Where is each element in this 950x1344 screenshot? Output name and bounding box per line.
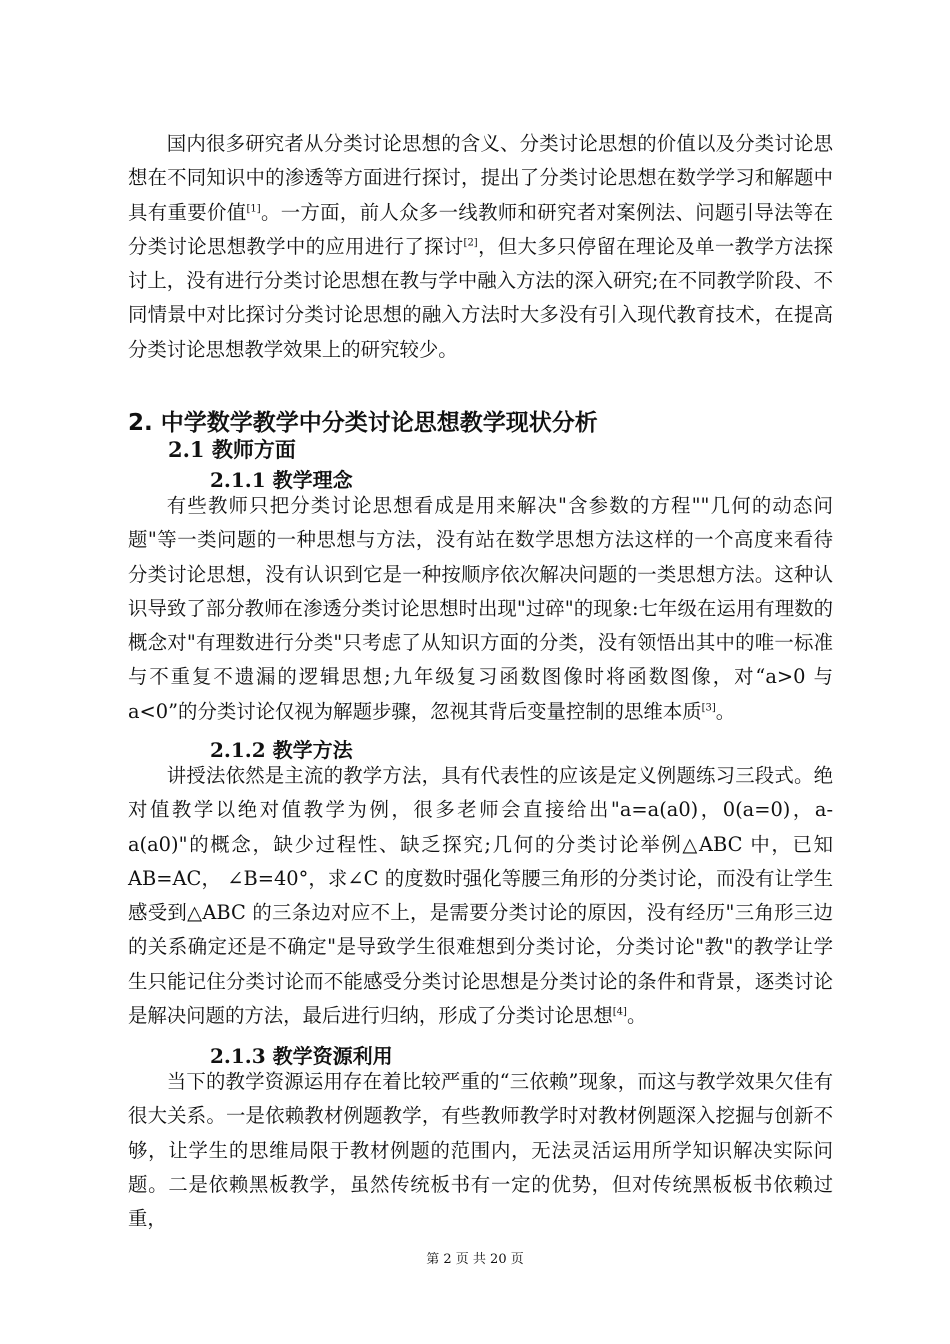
paragraph-text: ，但大多只停留在理论及单一教学方法探讨上，没有进行分类讨论思想在教与学中融入方法的深入研究;在不同教学阶段、不同情景中对比探讨分类讨论思想的融入方法时大多没有引入现代教育技术，在提高分类讨论思想教学效果上的研究较少。	[128, 234, 834, 361]
paragraph-text: 国内很多研究者从分类讨论思想的含义、分类讨论思想的价值以及分类讨论思想在不同知识中的渗透等方面进行探讨，提出了分类讨论思想在数学学习和解题中具有重要价值	[128, 132, 833, 224]
paragraph-2-1-2	[128, 759, 833, 1033]
paragraph-text: 。	[715, 699, 736, 723]
paragraph-2-1-1	[128, 489, 833, 729]
section-heading-2-1-2: 2.1.2 教学方法	[210, 738, 353, 762]
citation-ref: [3]	[701, 702, 716, 714]
paragraph-text: 。	[626, 1004, 647, 1028]
paragraph-text: 讲授法依然是主流的教学方法，具有代表性的应该是定义例题练习三段式。绝对值教学以绝对值教学为例，很多老师会直接给出"a=a(a0)，0(a=0)，a-a(a0)"的概念，缺少过程性、缺乏探究;几何的分类讨论举例△ABC 中，已知 AB=AC， ∠B=40°，求∠C 的度数时强化等腰三角形的分类讨论，而没有让学生感受到△ABC 的三条边对应不上，是需要分类讨论的原因，没有经历"三角形三边的关系确定还是不确定"是导致学生很难想到分类讨论，分类讨论"教"的教学让学生只能记住分类讨论而不能感受分类讨论思想是分类讨论的条件和背景，逐类讨论是解决问题的方法，最后进行归纳，形成了分类讨论思想	[128, 764, 833, 1028]
section-heading-2-1-1: 2.1.1 教学理念	[210, 468, 353, 492]
paragraph-text: 有些教师只把分类讨论思想看成是用来解决"含参数的方程""几何的动态问题"等一类问题的一种思想与方法，没有站在数学思想方法这样的一个高度来看待分类讨论思想，没有认识到它是一种按顺序依次解决问题的一类思想方法。这种认识导致了部分教师在渗透分类讨论思想时出现"过碎"的现象:七年级在运用有理数的概念对"有理数进行分类"只考虑了从知识方面的分类，没有领悟出其中的唯一标准与不重复不遗漏的逻辑思想;九年级复习函数图像时将函数图像，对“a>0 与 a<0”的分类讨论仅视为解题步骤，忽视其背后变量控制的思维本质	[128, 494, 833, 723]
section-heading-2-1: 2.1 教师方面	[168, 437, 296, 462]
section-heading-2-1-3: 2.1.3 教学资源利用	[210, 1044, 393, 1068]
paragraph-intro	[128, 127, 833, 367]
section-heading-2: 2. 中学数学教学中分类讨论思想教学现状分析	[128, 410, 598, 436]
citation-ref: [4]	[612, 1006, 627, 1018]
page-footer: 第 2 页 共 20 页	[426, 1252, 524, 1267]
citation-ref: [1]	[246, 203, 261, 215]
paragraph-text: 。一方面，前人众多一线教师和研究者对案例法、问题引导法等在分类讨论思想教学中的应用进行了探讨	[128, 200, 834, 258]
paragraph-2-1-3: 当下的教学资源运用存在着比较严重的“三依赖”现象，而这与教学效果欠佳有很大关系。一是依赖教材例题教学，有些教师教学时对教材例题深入挖掘与创新不够，让学生的思维局限于教材例题的范围内，无法灵活运用所学知识解决实际问题。二是依赖黑板教学，虽然传统板书有一定的优势，但对传统黑板板书依赖过重，	[128, 1070, 833, 1231]
citation-ref: [2]	[463, 237, 478, 249]
